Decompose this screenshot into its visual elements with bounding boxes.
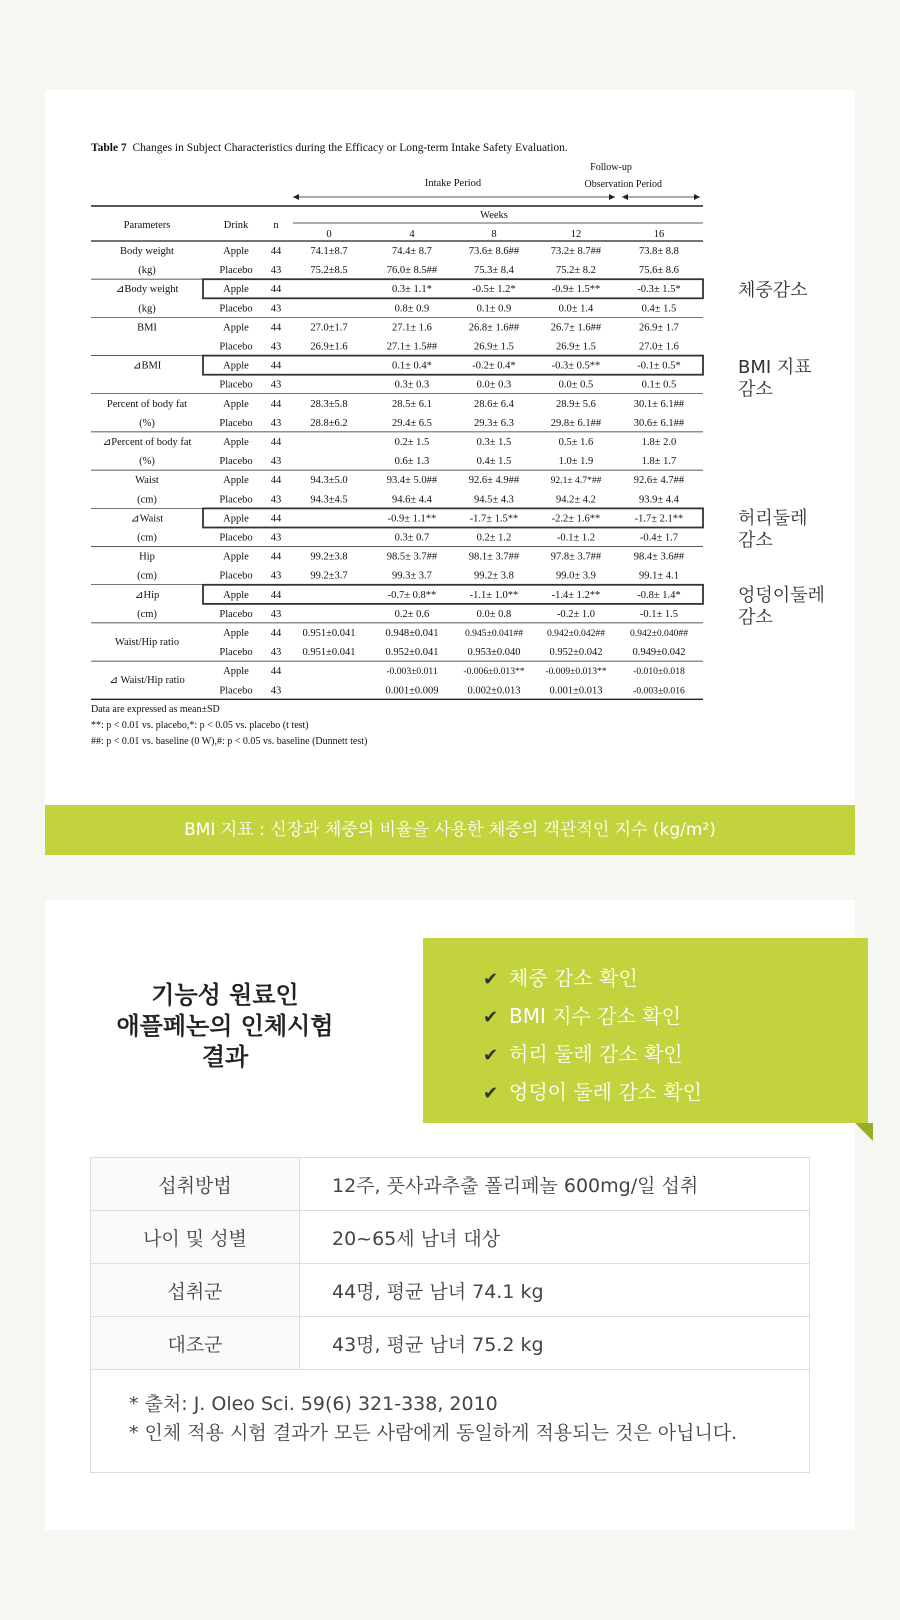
- value-cell: 30.6± 6.1##: [633, 417, 685, 429]
- info-value: 43명, 평균 남녀 75.2 kg: [300, 1317, 810, 1370]
- value-cell: 28.6± 6.4: [474, 398, 514, 410]
- n-cell: 43: [270, 570, 282, 582]
- value-cell: 0.4± 1.5: [641, 303, 677, 315]
- parameter-label: (cm): [137, 532, 157, 544]
- drink-cell: Placebo: [219, 341, 253, 353]
- value-cell: 93.4± 5.0##: [386, 475, 438, 487]
- value-cell: 99.2±3.8: [310, 551, 348, 563]
- annotation-waist: 허리둘레 감소: [738, 508, 808, 551]
- value-cell: -1.7± 2.1**: [634, 513, 684, 525]
- value-cell: 0.952±0.041: [385, 647, 439, 659]
- value-cell: 0.949±0.042: [632, 647, 686, 659]
- drink-cell: Placebo: [219, 303, 253, 315]
- parameter-label: ⊿Hip: [134, 589, 160, 601]
- value-cell: 97.8± 3.7##: [550, 551, 602, 563]
- value-cell: 0.6± 1.3: [394, 456, 430, 468]
- parameter-label: (%): [139, 417, 155, 429]
- value-cell: 75.2± 8.2: [556, 265, 596, 277]
- table-row: [91, 1317, 810, 1370]
- finding-item: ✔ BMI 지수 감소 확인: [483, 998, 868, 1036]
- value-cell: 73.8± 8.8: [639, 246, 679, 257]
- value-cell: -1.7± 1.5**: [469, 513, 519, 525]
- column-header: Parameters: [123, 220, 171, 231]
- info-value: 20~65세 남녀 대상: [300, 1211, 810, 1264]
- value-cell: 0.1± 0.9: [476, 303, 512, 315]
- parameter-label: Percent of body fat: [106, 398, 188, 410]
- finding-item: ✔ 허리 둘레 감소 확인: [483, 1036, 868, 1074]
- week-column-header: 4: [409, 229, 415, 240]
- info-value: 44명, 평균 남녀 74.1 kg: [300, 1264, 810, 1317]
- drink-cell: Placebo: [219, 647, 253, 659]
- value-cell: -0.3± 1.5*: [637, 284, 681, 296]
- n-cell: 44: [270, 666, 282, 678]
- drink-cell: Apple: [223, 398, 249, 410]
- n-cell: 44: [270, 360, 282, 372]
- value-cell: 98.1± 3.7##: [468, 551, 520, 563]
- info-key: 섭취방법: [91, 1158, 300, 1211]
- table-row: [91, 1158, 810, 1211]
- annotation-weight: 체중감소: [738, 280, 808, 301]
- summary-card: [45, 900, 855, 1530]
- value-cell: 92.1± 4.7*##: [550, 475, 602, 487]
- study-info-table: [90, 1157, 810, 1370]
- value-cell: 29.4± 6.5: [392, 417, 432, 429]
- arrowhead: [293, 194, 299, 200]
- followup-label: Observation Period: [584, 179, 662, 190]
- value-cell: 1.8± 2.0: [641, 437, 677, 448]
- value-cell: 94.5± 4.3: [474, 494, 514, 506]
- value-cell: -0.009±0.013**: [545, 666, 607, 678]
- drink-cell: Apple: [223, 666, 249, 678]
- n-cell: 44: [270, 513, 282, 525]
- source-note: [90, 1367, 810, 1473]
- value-cell: -2.2± 1.6**: [551, 513, 601, 525]
- annotation-hip: 엉덩이둘레 감소: [738, 585, 825, 628]
- n-cell: 44: [270, 628, 282, 639]
- value-cell: 27.0± 1.6: [639, 341, 679, 353]
- parameter-label: BMI: [137, 322, 157, 334]
- n-cell: 43: [270, 341, 282, 353]
- value-cell: 73.2± 8.7##: [550, 246, 602, 257]
- value-cell: 0.3± 0.7: [394, 532, 430, 544]
- value-cell: 27.0±1.7: [310, 322, 348, 334]
- findings-box-fold: [855, 1123, 873, 1141]
- value-cell: 75.2±8.5: [310, 265, 348, 277]
- parameter-label: ⊿BMI: [132, 360, 162, 372]
- value-cell: 0.0± 0.3: [476, 379, 512, 391]
- value-cell: -0.006±0.013**: [463, 666, 525, 678]
- bmi-definition-bar: BMI 지표 : 신장과 체중의 비율을 사용한 체중의 객관적인 지수 (kg/m²): [45, 805, 855, 855]
- study-table-card: [45, 90, 855, 852]
- value-cell: 0.951±0.041: [302, 628, 356, 639]
- value-cell: 0.2± 1.5: [394, 437, 430, 448]
- value-cell: -0.003±0.011: [386, 666, 438, 678]
- value-cell: 0.0± 0.5: [558, 379, 594, 391]
- n-cell: 44: [270, 589, 282, 601]
- week-column-header: 0: [326, 229, 332, 240]
- n-cell: 43: [270, 494, 282, 506]
- drink-cell: Apple: [223, 360, 249, 372]
- parameter-label: Hip: [139, 551, 155, 563]
- drink-cell: Placebo: [219, 570, 253, 582]
- n-cell: 44: [270, 551, 282, 563]
- checkmark-icon: ✔: [483, 969, 499, 990]
- value-cell: 93.9± 4.4: [639, 494, 679, 506]
- value-cell: 75.3± 8.4: [474, 265, 514, 277]
- parameter-label: ⊿Body weight: [115, 284, 179, 296]
- finding-item: ✔ 체중 감소 확인: [483, 960, 868, 998]
- value-cell: 1.0± 1.9: [558, 456, 594, 468]
- value-cell: -0.4± 1.7: [639, 532, 679, 544]
- disclaimer: * 인체 적용 시험 결과가 모든 사람에게 동일하게 적용되는 것은 아닙니다.: [129, 1422, 738, 1444]
- value-cell: -0.1± 1.2: [556, 532, 596, 544]
- value-cell: 0.1± 0.5: [641, 379, 677, 391]
- value-cell: 0.942±0.040##: [629, 628, 689, 639]
- value-cell: 73.6± 8.6##: [468, 246, 520, 257]
- parameter-label: (cm): [137, 608, 157, 620]
- n-cell: 43: [270, 303, 282, 315]
- n-cell: 44: [270, 437, 282, 448]
- table-note: ##: p < 0.01 vs. baseline (0 W),#: p < 0.05 vs. baseline (Dunnett test): [91, 736, 368, 747]
- info-value: 12주, 풋사과추출 폴리페놀 600mg/일 섭취: [300, 1158, 810, 1211]
- value-cell: 0.2± 1.2: [476, 532, 512, 544]
- value-cell: 26.9±1.6: [310, 341, 348, 353]
- value-cell: 0.1± 0.4*: [392, 360, 432, 372]
- n-cell: 43: [270, 265, 282, 277]
- value-cell: -0.2± 0.4*: [472, 360, 516, 372]
- drink-cell: Apple: [223, 513, 249, 525]
- n-cell: 43: [270, 456, 282, 468]
- value-cell: 0.3± 1.1*: [392, 284, 432, 296]
- value-cell: 28.9± 5.6: [556, 398, 596, 410]
- info-key: 나이 및 성별: [91, 1211, 300, 1264]
- drink-cell: Placebo: [219, 608, 253, 620]
- value-cell: 29.3± 6.3: [474, 417, 514, 429]
- value-cell: -1.1± 1.0**: [469, 589, 519, 601]
- value-cell: 28.8±6.2: [310, 417, 348, 429]
- value-cell: 76.0± 8.5##: [386, 265, 438, 277]
- arrowhead: [694, 194, 700, 200]
- week-column-header: 12: [570, 229, 582, 240]
- value-cell: 98.5± 3.7##: [386, 551, 438, 563]
- parameter-label: ⊿ Waist/Hip ratio: [109, 675, 185, 687]
- value-cell: 75.6± 8.6: [639, 265, 679, 277]
- value-cell: -0.9± 1.1**: [387, 513, 437, 525]
- drink-cell: Apple: [223, 589, 249, 601]
- arrowhead: [609, 194, 615, 200]
- n-cell: 43: [270, 417, 282, 429]
- n-cell: 43: [270, 532, 282, 544]
- arrowhead: [622, 194, 628, 200]
- value-cell: 0.948±0.041: [385, 628, 439, 639]
- checkmark-icon: ✔: [483, 1083, 499, 1104]
- value-cell: 0.4± 1.5: [476, 456, 512, 468]
- value-cell: 0.2± 0.6: [394, 608, 430, 620]
- table-row: [91, 1264, 810, 1317]
- value-cell: -0.9± 1.5**: [551, 284, 601, 296]
- value-cell: 99.0± 3.9: [556, 570, 596, 582]
- value-cell: 0.8± 0.9: [394, 303, 430, 315]
- drink-cell: Apple: [223, 322, 249, 334]
- value-cell: 30.1± 6.1##: [633, 398, 685, 410]
- value-cell: 26.7± 1.6##: [550, 322, 602, 334]
- value-cell: -0.2± 1.0: [556, 608, 596, 620]
- value-cell: 27.1± 1.6: [392, 322, 432, 334]
- value-cell: 28.3±5.8: [310, 398, 348, 410]
- parameter-label: ⊿Waist: [130, 513, 164, 525]
- table-row: [91, 1211, 810, 1264]
- drink-cell: Placebo: [219, 265, 253, 277]
- drink-cell: Apple: [223, 437, 249, 448]
- parameter-label: (cm): [137, 570, 157, 582]
- value-cell: -0.1± 1.5: [639, 608, 679, 620]
- source-citation: * 출처: J. Oleo Sci. 59(6) 321-338, 2010: [129, 1393, 498, 1415]
- drink-cell: Apple: [223, 246, 249, 257]
- checkmark-icon: ✔: [483, 1007, 499, 1028]
- table-note: **: p < 0.01 vs. placebo,*: p < 0.05 vs. placebo (t test): [91, 720, 309, 731]
- parameter-label: ⊿Percent of body fat: [102, 437, 192, 448]
- value-cell: 0.0± 1.4: [558, 303, 594, 315]
- intake-period-label: Intake Period: [424, 178, 482, 189]
- n-cell: 44: [270, 322, 282, 334]
- findings-box: [423, 938, 868, 1123]
- drink-cell: Placebo: [219, 685, 253, 697]
- value-cell: 0.951±0.041: [302, 647, 356, 659]
- value-cell: 99.2±3.7: [310, 570, 348, 582]
- finding-item: ✔ 엉덩이 둘레 감소 확인: [483, 1074, 868, 1112]
- value-cell: 0.3± 1.5: [476, 437, 512, 448]
- n-cell: 43: [270, 608, 282, 620]
- column-header: n: [273, 220, 279, 231]
- info-key: 섭취군: [91, 1264, 300, 1317]
- value-cell: -0.003±0.016: [633, 685, 685, 697]
- drink-cell: Placebo: [219, 532, 253, 544]
- drink-cell: Placebo: [219, 417, 253, 429]
- summary-heading: 기능성 원료인 애플페논의 인체시험 결과: [116, 981, 334, 1071]
- value-cell: 0.945±0.041##: [464, 628, 524, 639]
- n-cell: 43: [270, 379, 282, 391]
- value-cell: -0.3± 0.5**: [551, 360, 601, 372]
- value-cell: 99.2± 3.8: [474, 570, 514, 582]
- value-cell: 28.5± 6.1: [392, 398, 432, 410]
- n-cell: 43: [270, 647, 282, 659]
- n-cell: 44: [270, 284, 282, 296]
- value-cell: 94.3±5.0: [310, 475, 348, 487]
- drink-cell: Apple: [223, 284, 249, 296]
- n-cell: 44: [270, 398, 282, 410]
- parameter-label: Body weight: [120, 246, 174, 257]
- value-cell: 0.3± 0.3: [394, 379, 430, 391]
- value-cell: -0.5± 1.2*: [472, 284, 516, 296]
- value-cell: 26.9± 1.5: [474, 341, 514, 353]
- column-header: Drink: [223, 220, 249, 231]
- checkmark-icon: ✔: [483, 1045, 499, 1066]
- value-cell: 94.3±4.5: [310, 494, 348, 506]
- parameter-label: (kg): [138, 303, 156, 315]
- value-cell: 27.1± 1.5##: [386, 341, 438, 353]
- n-cell: 44: [270, 475, 282, 487]
- results-table: [45, 90, 855, 790]
- week-column-header: 8: [491, 229, 497, 240]
- info-key: 대조군: [91, 1317, 300, 1370]
- value-cell: 29.8± 6.1##: [550, 417, 602, 429]
- followup-label: Follow-up: [590, 162, 632, 173]
- value-cell: 26.8± 1.6##: [468, 322, 520, 334]
- value-cell: -1.4± 1.2**: [551, 589, 601, 601]
- drink-cell: Placebo: [219, 494, 253, 506]
- value-cell: 94.2± 4.2: [556, 494, 596, 506]
- parameter-label: Waist/Hip ratio: [114, 637, 180, 648]
- value-cell: 94.6± 4.4: [392, 494, 432, 506]
- value-cell: 98.4± 3.6##: [633, 551, 685, 563]
- weeks-label: Weeks: [480, 210, 508, 221]
- value-cell: 0.0± 0.8: [476, 608, 512, 620]
- week-column-header: 16: [653, 229, 665, 240]
- parameter-label: (kg): [138, 265, 156, 277]
- value-cell: 92.6± 4.7##: [633, 475, 685, 487]
- n-cell: 44: [270, 246, 282, 257]
- value-cell: -0.010±0.018: [633, 666, 685, 678]
- value-cell: -0.8± 1.4*: [637, 589, 681, 601]
- parameter-label: (cm): [137, 494, 157, 506]
- parameter-label: Waist: [135, 475, 159, 487]
- drink-cell: Apple: [223, 628, 249, 639]
- value-cell: 99.1± 4.1: [639, 570, 679, 582]
- drink-cell: Apple: [223, 551, 249, 563]
- drink-cell: Placebo: [219, 379, 253, 391]
- value-cell: 74.4± 8.7: [392, 246, 432, 257]
- value-cell: 26.9± 1.5: [556, 341, 596, 353]
- annotation-bmi: BMI 지표 감소: [738, 357, 812, 400]
- parameter-label: (%): [139, 456, 155, 468]
- value-cell: 26.9± 1.7: [639, 322, 679, 334]
- value-cell: 0.942±0.042##: [546, 628, 606, 639]
- value-cell: -0.1± 0.5*: [637, 360, 681, 372]
- drink-cell: Placebo: [219, 456, 253, 468]
- value-cell: 0.953±0.040: [467, 647, 521, 659]
- n-cell: 43: [270, 685, 282, 697]
- value-cell: 99.3± 3.7: [392, 570, 432, 582]
- drink-cell: Apple: [223, 475, 249, 487]
- value-cell: 0.001±0.013: [549, 685, 603, 697]
- table-title: Table 7 Changes in Subject Characteristics during the Efficacy or Long-term Intake Safety Evaluation.: [91, 142, 568, 154]
- value-cell: 0.001±0.009: [385, 685, 439, 697]
- value-cell: -0.7± 0.8**: [387, 589, 437, 601]
- value-cell: 0.952±0.042: [549, 647, 603, 659]
- value-cell: 1.8± 1.7: [641, 456, 677, 468]
- value-cell: 74.1±8.7: [310, 246, 348, 257]
- value-cell: 0.5± 1.6: [558, 437, 594, 448]
- value-cell: 0.002±0.013: [467, 685, 521, 697]
- table-note: Data are expressed as mean±SD: [91, 704, 220, 715]
- value-cell: 92.6± 4.9##: [468, 475, 520, 487]
